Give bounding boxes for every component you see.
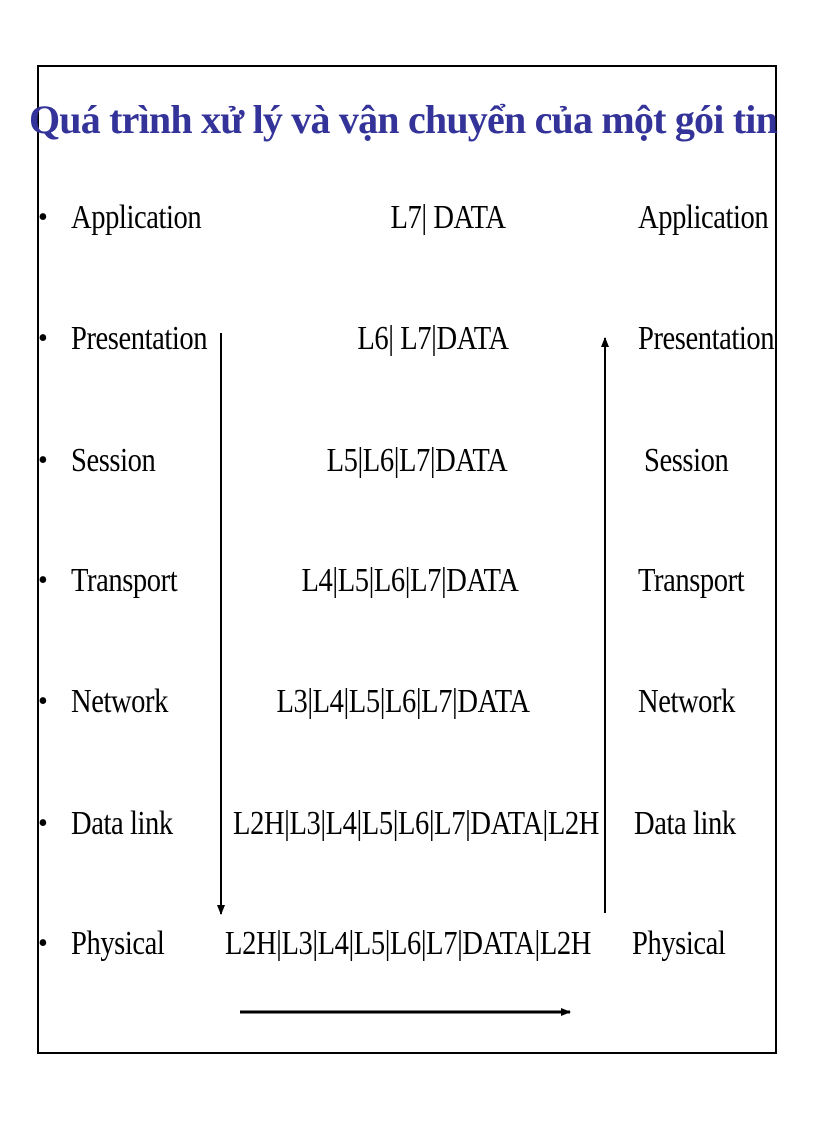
- sender-layer-label: Session: [71, 442, 156, 479]
- bullet: •: [38, 445, 48, 476]
- bullet: •: [38, 686, 48, 717]
- packet-label: L7| DATA: [390, 199, 506, 236]
- packet-label: L5|L6|L7|DATA: [326, 442, 508, 479]
- receiver-layer-label: Network: [638, 683, 735, 720]
- bullet: •: [38, 202, 48, 233]
- packet-label: L2H|L3|L4|L5|L6|L7|DATA|L2H: [225, 925, 591, 962]
- receiver-layer-label: Session: [644, 442, 729, 479]
- bullet: •: [38, 808, 48, 839]
- receiver-layer-label: Physical: [632, 925, 726, 962]
- receiver-layer-label: Transport: [638, 562, 745, 599]
- receiver-layer-label: Data link: [634, 805, 736, 842]
- receiver-layer-label: Presentation: [638, 320, 775, 357]
- receiver-layer-label: Application: [638, 199, 769, 236]
- packet-label: L6| L7|DATA: [357, 320, 509, 357]
- bullet: •: [38, 323, 48, 354]
- sender-layer-label: Transport: [71, 562, 178, 599]
- sender-layer-label: Physical: [71, 925, 165, 962]
- sender-layer-label: Network: [71, 683, 168, 720]
- bullet: •: [38, 565, 48, 596]
- sender-layer-label: Data link: [71, 805, 173, 842]
- slide-title: Quá trình xử lý và vận chuyển của một gói tin: [28, 97, 778, 142]
- packet-label: L4|L5|L6|L7|DATA: [301, 562, 519, 599]
- bullet: •: [38, 928, 48, 959]
- packet-label: L2H|L3|L4|L5|L6|L7|DATA|L2H: [233, 805, 599, 842]
- packet-label: L3|L4|L5|L6|L7|DATA: [276, 683, 530, 720]
- sender-layer-label: Presentation: [71, 320, 208, 357]
- sender-layer-label: Application: [71, 199, 202, 236]
